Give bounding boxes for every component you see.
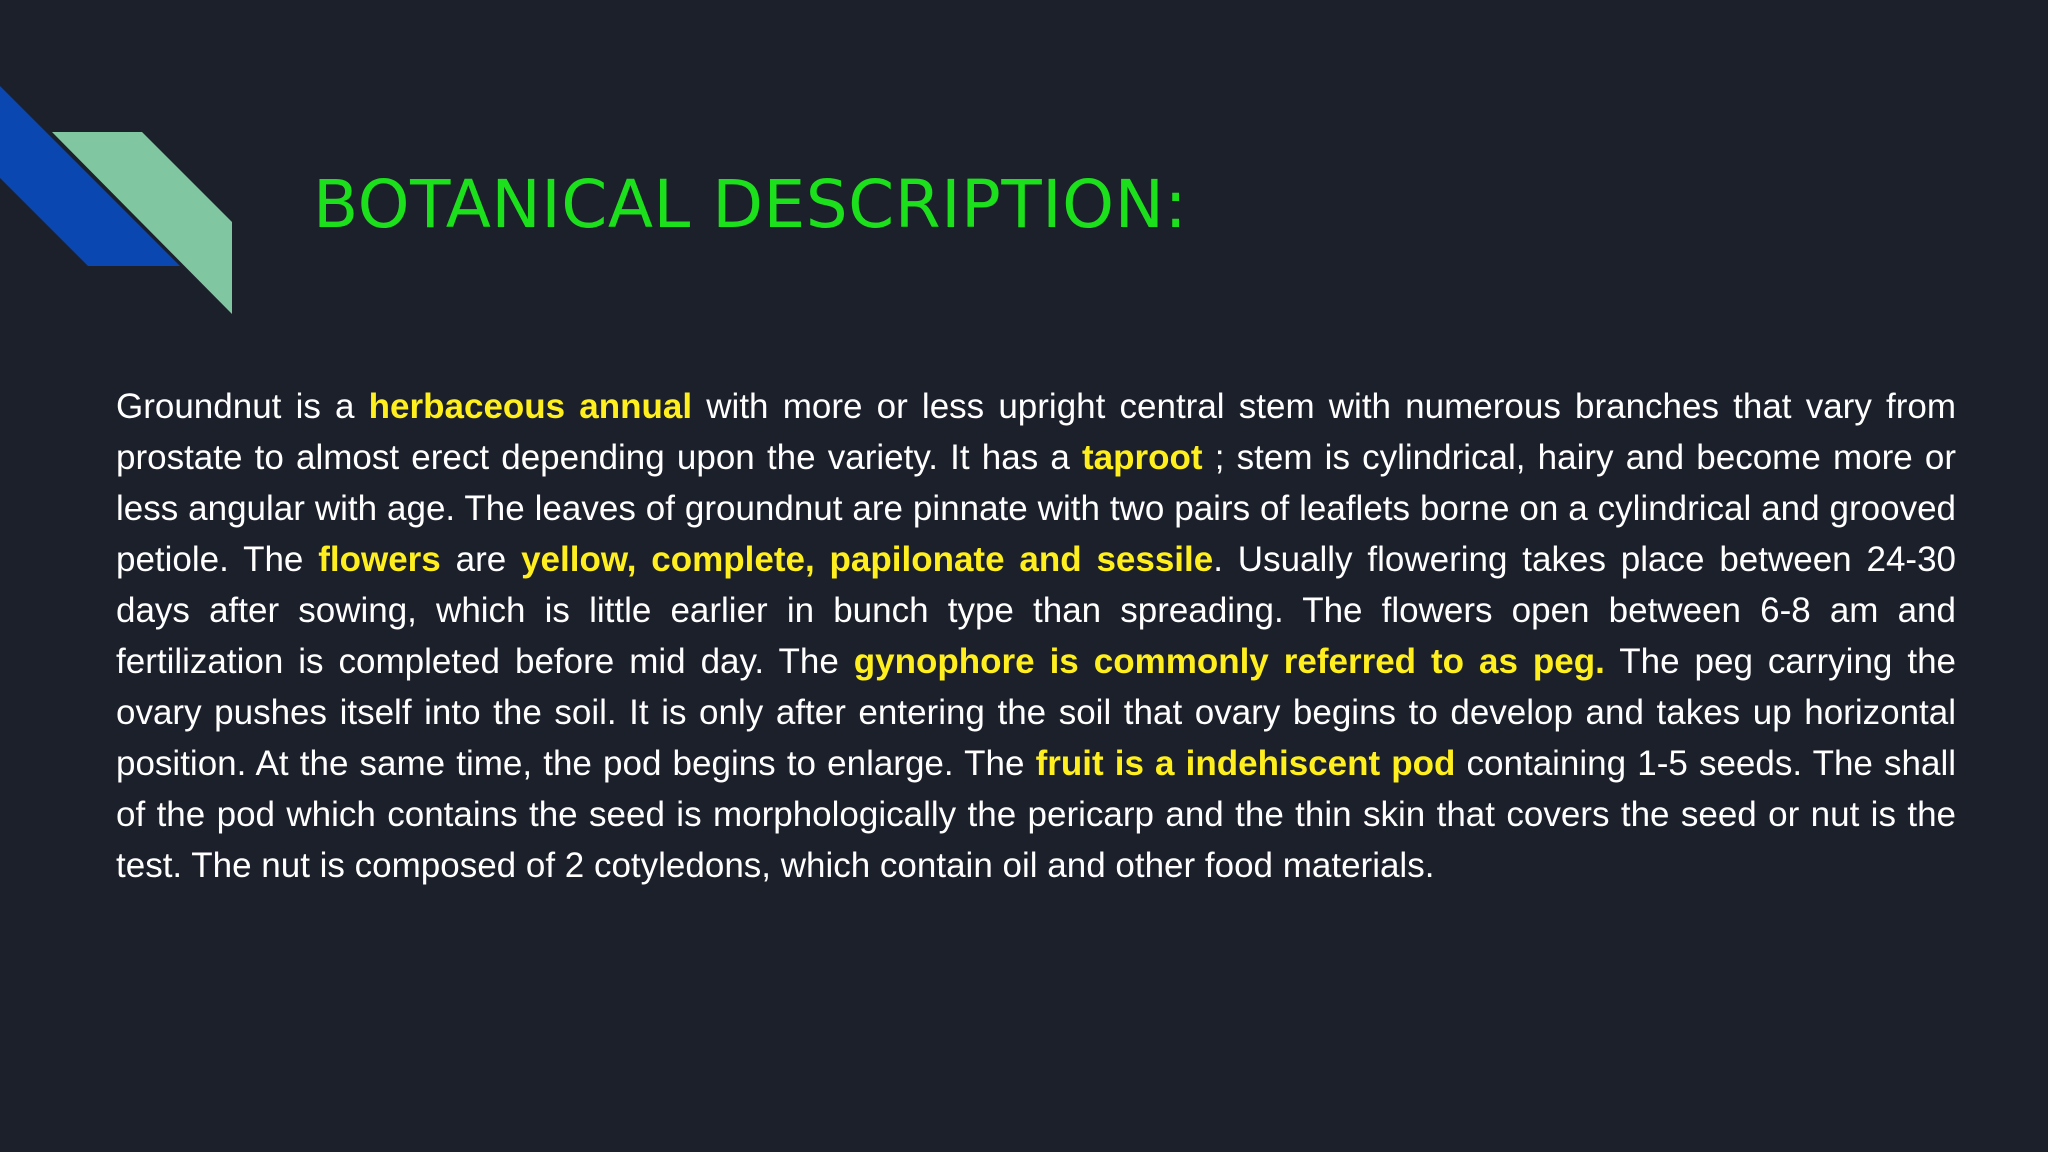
highlight-fruit-pod: fruit is a indehiscent pod: [1035, 744, 1456, 783]
text-segment: Groundnut is a: [116, 387, 369, 426]
text-segment: containing 1-5 seeds. The shall of the pod which contains the seed is morphologically the pericarp and the thin skin that covers the seed or nut is the test. The nut is composed of 2 cotyledons, which contain oil and other food materials.: [116, 744, 1956, 885]
highlight-taproot: taproot: [1082, 438, 1203, 477]
text-segment: ; stem is cylindrical, hairy and become more or less angular with age. The leaves of groundnut are pinnate with two pairs of leaflets borne on a cylindrical and grooved petiole. The: [116, 438, 1956, 579]
slide-title: BOTANICAL DESCRIPTION:: [313, 166, 1188, 243]
highlight-gynophore-peg: gynophore is commonly referred to as peg.: [853, 642, 1605, 681]
highlight-flowers: flowers: [318, 540, 441, 579]
text-segment: The peg carrying the ovary pushes itself into the soil. It is only after entering the soil that ovary begins to develop and takes up horizontal position. At the same time, the pod begins to enlarge. The: [116, 642, 1957, 783]
text-segment: are: [440, 540, 522, 579]
text-segment: . Usually flowering takes place between 24-30 days after sowing, which is little earlier in bunch type than spreading. The flowers open between 6-8 am and fertilization is completed before mid day. The: [116, 540, 1956, 681]
decorative-corner-shapes: [0, 0, 240, 320]
text-segment: with more or less upright central stem with numerous branches that vary from prostate to almost erect depending upon the variety. It has a: [116, 387, 1957, 477]
highlight-herbaceous-annual: herbaceous annual: [368, 387, 693, 426]
highlight-flower-traits: yellow, complete, papilonate and sessile: [521, 540, 1214, 579]
body-paragraph: [116, 381, 1956, 891]
